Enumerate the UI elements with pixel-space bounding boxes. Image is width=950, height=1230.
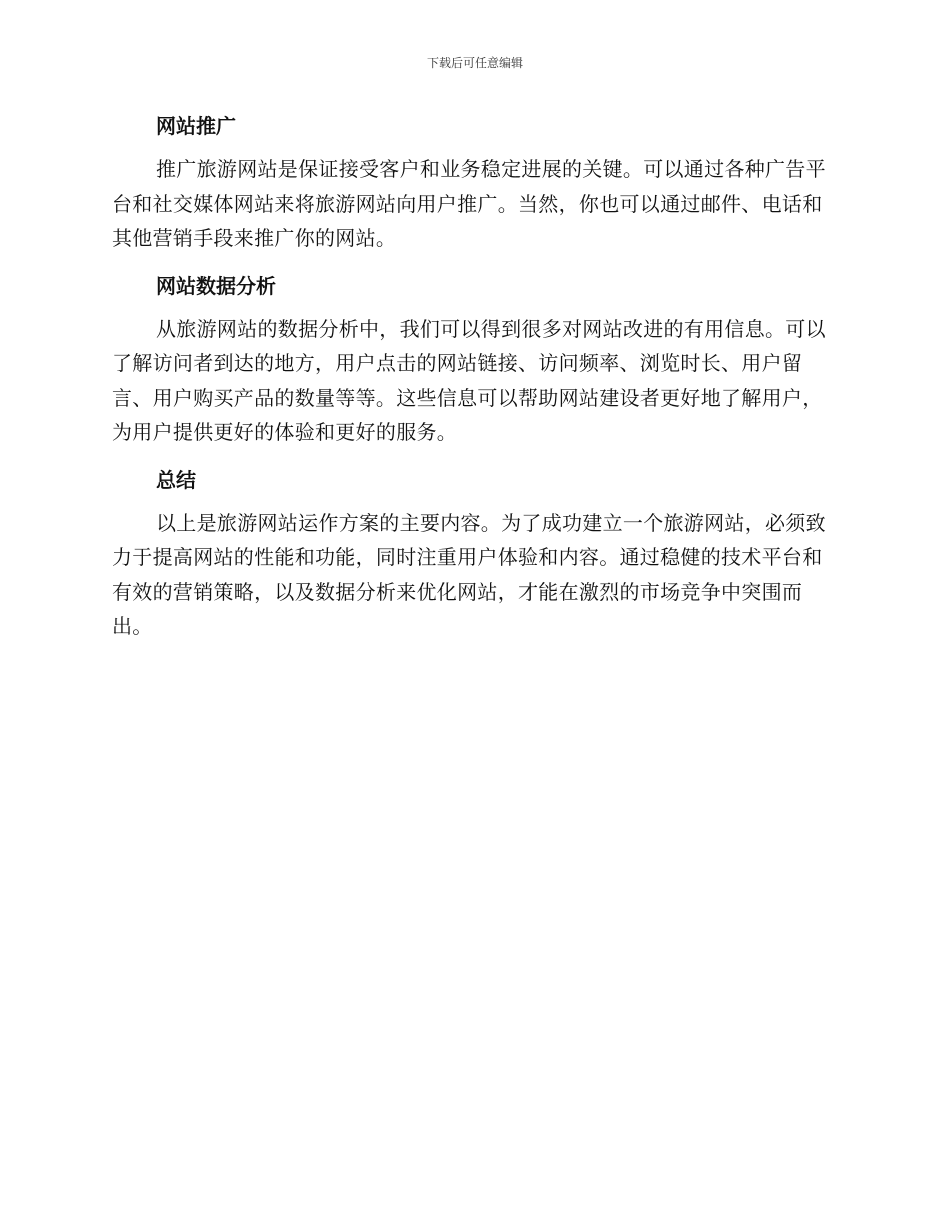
- section-paragraph: 以上是旅游网站运作方案的主要内容。为了成功建立一个旅游网站，必须致力于提高网站的性能和功能，同时注重用户体验和内容。通过稳健的技术平台和有效的营销策略，以及数据分析来优化网站，才能在激烈的市场竞争中突围而出。: [112, 510, 826, 638]
- section-summary: [112, 462, 830, 644]
- section-website-data-analysis: [112, 268, 830, 450]
- section-heading: 总结: [156, 467, 196, 492]
- document-body: [112, 108, 830, 656]
- page-header: 下载后可任意编辑: [426, 56, 523, 70]
- section-paragraph: 从旅游网站的数据分析中，我们可以得到很多对网站改进的有用信息。可以了解访问者到达的地方，用户点击的网站链接、访问频率、浏览时长、用户留言、用户购买产品的数量等等。这些信息可以帮助网站建设者更好地了解用户，为用户提供更好的体验和更好的服务。: [112, 316, 826, 444]
- section-website-promotion: [112, 108, 830, 256]
- section-heading: 网站推广: [156, 114, 236, 138]
- section-heading: 网站数据分析: [156, 273, 276, 298]
- section-paragraph: 推广旅游网站是保证接受客户和业务稳定进展的关键。可以通过各种广告平台和社交媒体网站来将旅游网站向用户推广。当然，你也可以通过邮件、电话和其他营销手段来推广你的网站。: [112, 157, 826, 250]
